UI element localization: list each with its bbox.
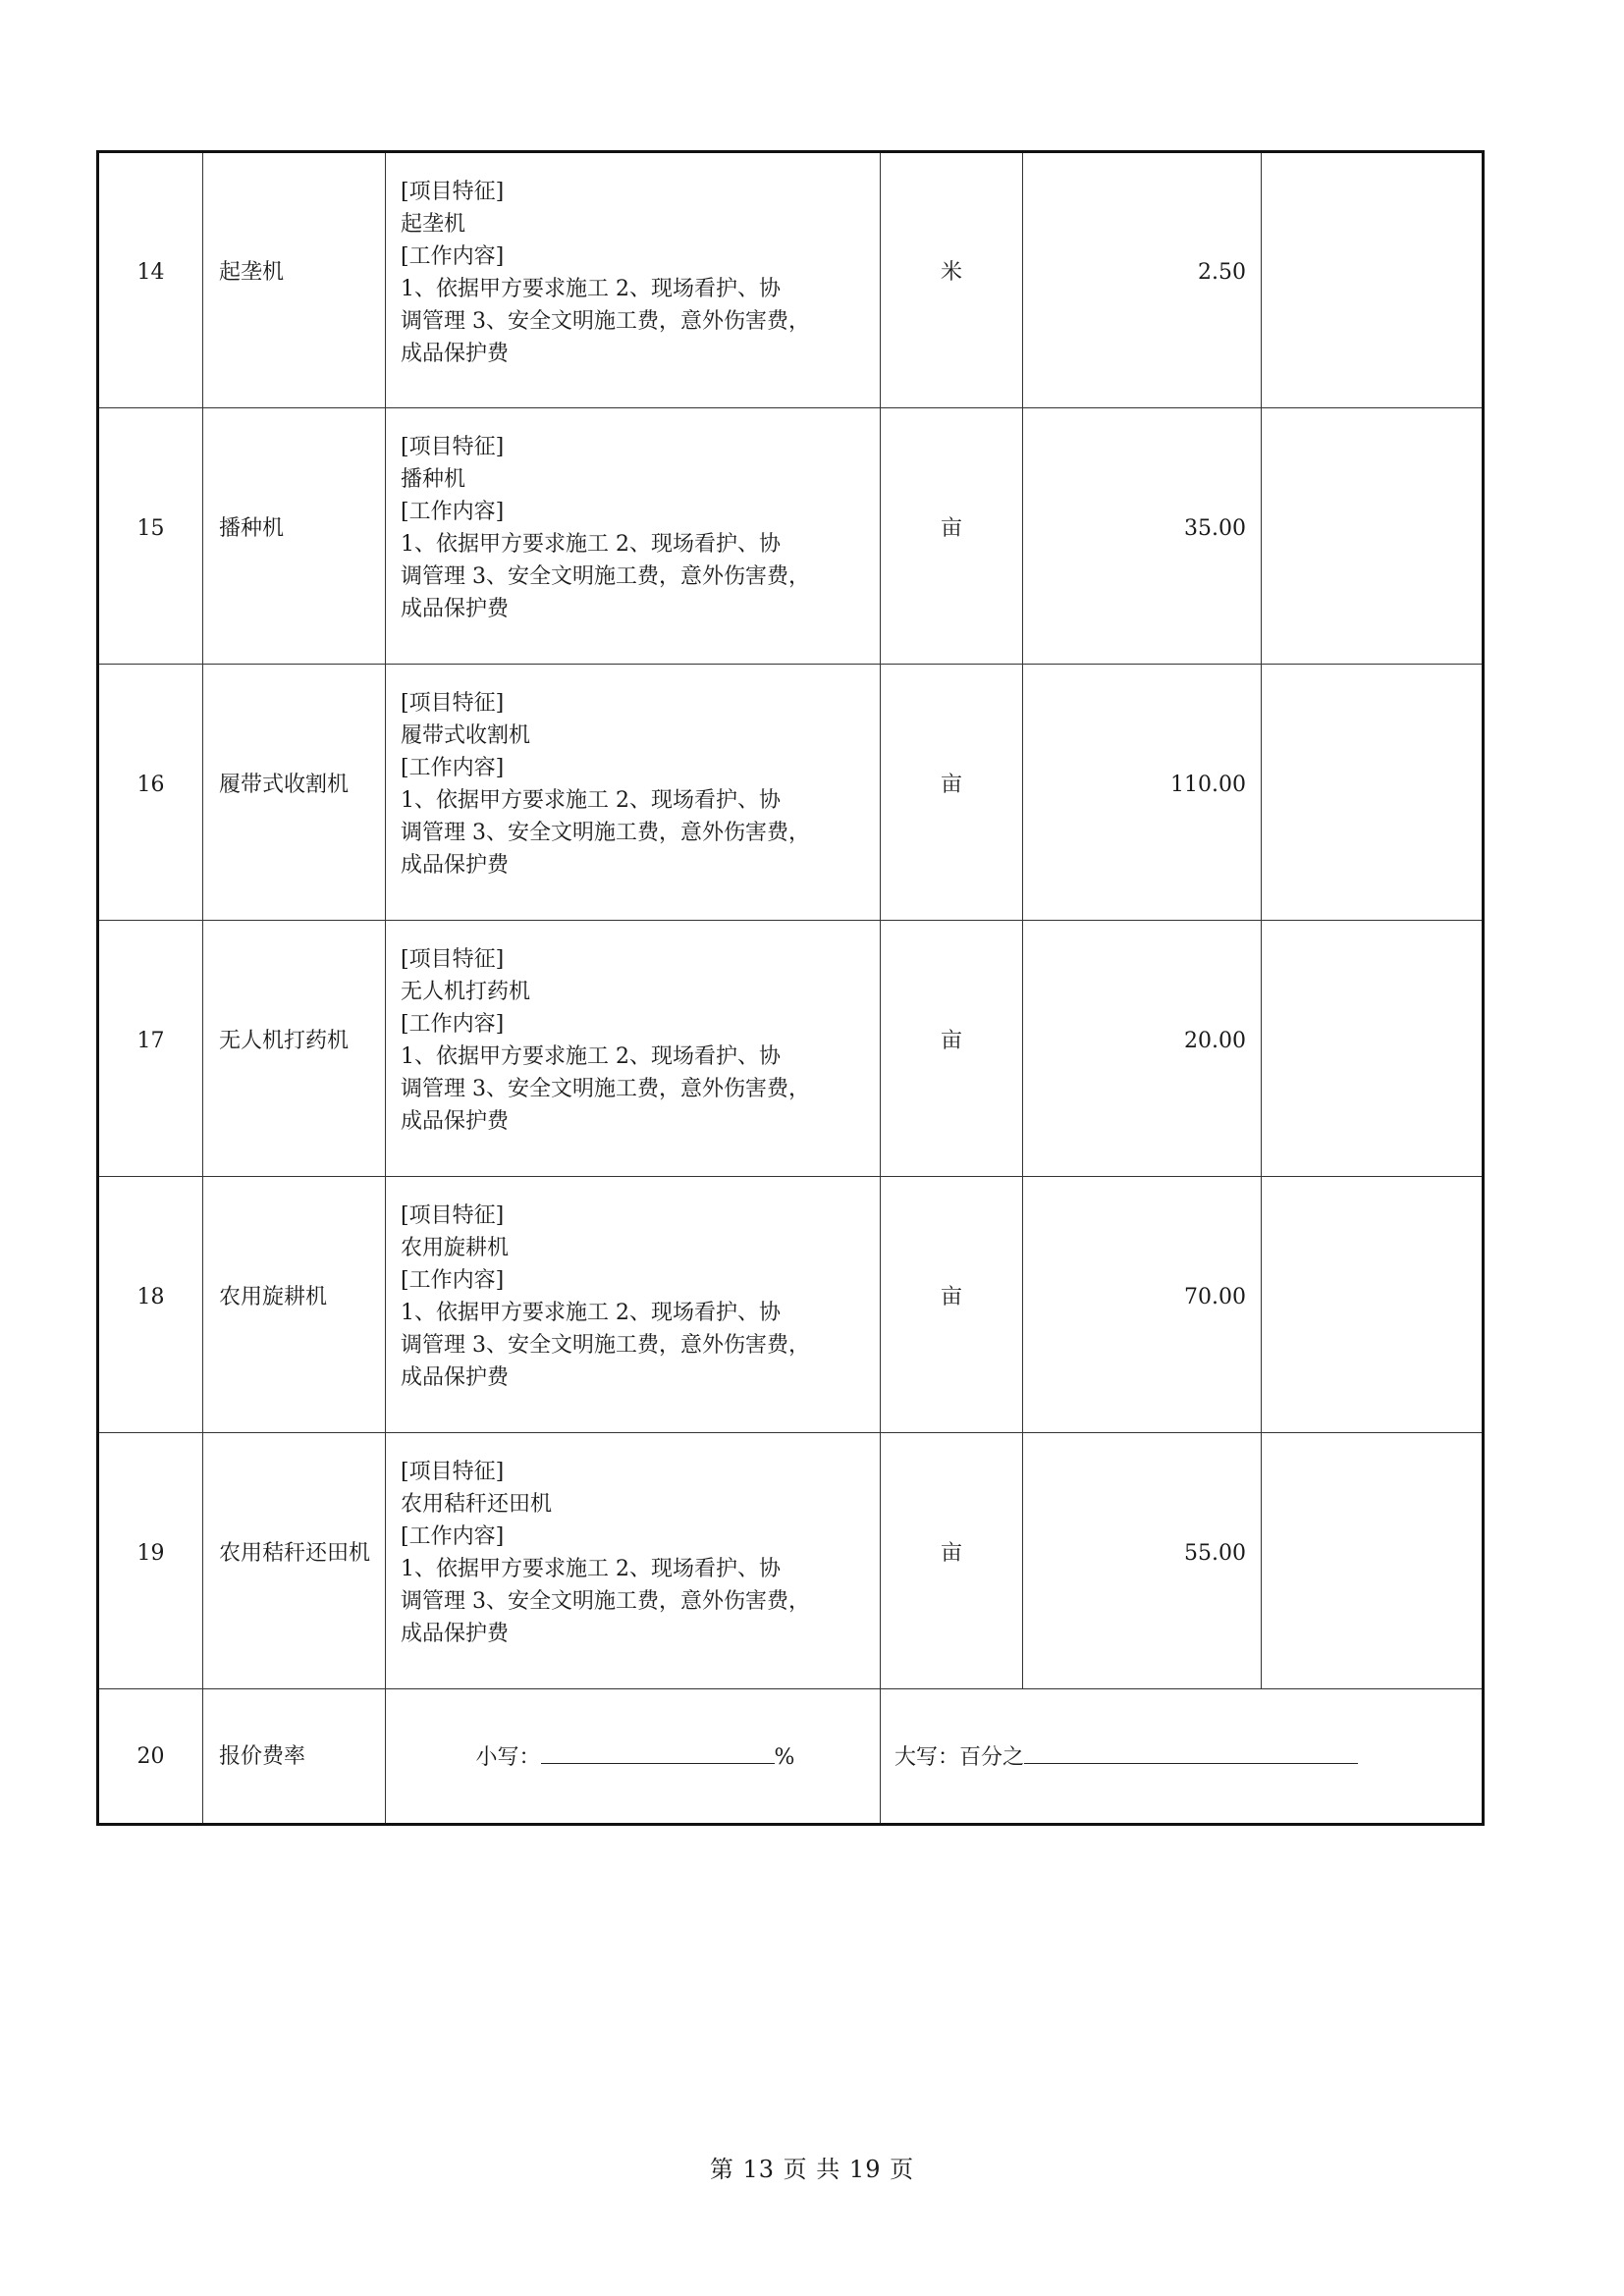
description-line: [工作内容]: [401, 1268, 505, 1293]
table-row: [98, 1433, 1484, 1689]
rate-big-blank[interactable]: [1024, 1739, 1358, 1764]
item-price-cell[interactable]: [1262, 152, 1484, 408]
description-line: [工作内容]: [401, 1012, 505, 1037]
description-line: [项目特征]: [401, 1203, 505, 1228]
item-name: 农用旋耕机: [203, 1177, 386, 1433]
table-row: [98, 921, 1484, 1177]
item-number: 19: [98, 1433, 203, 1689]
description-line: [项目特征]: [401, 1460, 505, 1484]
description-line: 农用秸秆还田机: [401, 1492, 553, 1517]
rate-label: 报价费率: [203, 1689, 386, 1825]
item-description: [386, 408, 881, 665]
description-line: 成品保护费: [401, 1365, 510, 1390]
description-line: [项目特征]: [401, 435, 505, 459]
item-quantity: 110.00: [1023, 665, 1262, 921]
item-description: [386, 1433, 881, 1689]
description-line: 调管理 3、安全文明施工费，意外伤害费，: [401, 564, 810, 589]
description-line: 播种机: [401, 467, 466, 492]
rate-small-blank[interactable]: [541, 1739, 775, 1764]
description-line: 履带式收割机: [401, 723, 531, 748]
description-line: 1、依据甲方要求施工 2、现场看护、协: [401, 532, 781, 557]
rate-lowercase-field[interactable]: [386, 1689, 881, 1825]
page-number: 第 13 页 共 19 页: [709, 2156, 915, 2183]
table-row: [98, 152, 1484, 408]
description-line: 1、依据甲方要求施工 2、现场看护、协: [401, 276, 781, 301]
item-price-cell[interactable]: [1262, 665, 1484, 921]
description-line: 成品保护费: [401, 1109, 510, 1134]
description-line: 成品保护费: [401, 1622, 510, 1646]
description-line: [工作内容]: [401, 500, 505, 524]
item-quantity: 2.50: [1023, 152, 1262, 408]
rate-uppercase-field[interactable]: [881, 1689, 1484, 1825]
description-line: 成品保护费: [401, 853, 510, 878]
description-line: [工作内容]: [401, 756, 505, 780]
item-quantity: 70.00: [1023, 1177, 1262, 1433]
description-line: [项目特征]: [401, 691, 505, 716]
item-unit: 米: [881, 152, 1023, 408]
description-line: 起垄机: [401, 211, 466, 237]
item-quantity: 20.00: [1023, 921, 1262, 1177]
item-description: [386, 152, 881, 408]
rate-number: 20: [98, 1689, 203, 1825]
rate-small-label: 小写：: [475, 1744, 541, 1770]
item-name: 起垄机: [203, 152, 386, 408]
description-line: [工作内容]: [401, 1524, 505, 1549]
description-line: 1、依据甲方要求施工 2、现场看护、协: [401, 1301, 781, 1325]
item-number: 14: [98, 152, 203, 408]
item-name: 履带式收割机: [203, 665, 386, 921]
item-unit: 亩: [881, 665, 1023, 921]
item-name: 无人机打药机: [203, 921, 386, 1177]
table-row: [98, 408, 1484, 665]
description-line: 调管理 3、安全文明施工费，意外伤害费，: [401, 1333, 810, 1358]
item-name: 农用秸秆还田机: [203, 1433, 386, 1689]
description-line: 调管理 3、安全文明施工费，意外伤害费，: [401, 821, 810, 845]
description-line: 1、依据甲方要求施工 2、现场看护、协: [401, 1557, 781, 1581]
description-line: 调管理 3、安全文明施工费，意外伤害费，: [401, 308, 810, 334]
item-number: 17: [98, 921, 203, 1177]
description-line: 调管理 3、安全文明施工费，意外伤害费，: [401, 1077, 810, 1101]
quote-table: [96, 150, 1485, 1826]
item-number: 15: [98, 408, 203, 665]
item-price-cell[interactable]: [1262, 921, 1484, 1177]
description-line: 农用旋耕机: [401, 1236, 510, 1260]
table-row: [98, 1177, 1484, 1433]
item-unit: 亩: [881, 1177, 1023, 1433]
description-line: [项目特征]: [401, 179, 505, 204]
description-line: 1、依据甲方要求施工 2、现场看护、协: [401, 788, 781, 813]
description-line: 成品保护费: [401, 341, 510, 366]
item-quantity: 55.00: [1023, 1433, 1262, 1689]
item-description: [386, 665, 881, 921]
item-number: 18: [98, 1177, 203, 1433]
item-unit: 亩: [881, 1433, 1023, 1689]
description-line: [工作内容]: [401, 243, 505, 269]
description-line: 成品保护费: [401, 597, 510, 621]
description-line: [项目特征]: [401, 947, 505, 972]
description-line: 调管理 3、安全文明施工费，意外伤害费，: [401, 1589, 810, 1614]
item-name: 播种机: [203, 408, 386, 665]
description-line: 1、依据甲方要求施工 2、现场看护、协: [401, 1044, 781, 1069]
item-price-cell[interactable]: [1262, 408, 1484, 665]
rate-row: [98, 1689, 1484, 1825]
quote-table-body: [98, 152, 1484, 1825]
rate-big-label: 大写：百分之: [894, 1744, 1025, 1770]
item-price-cell[interactable]: [1262, 1433, 1484, 1689]
item-description: [386, 921, 881, 1177]
description-line: 无人机打药机: [401, 980, 531, 1004]
item-unit: 亩: [881, 921, 1023, 1177]
item-number: 16: [98, 665, 203, 921]
item-quantity: 35.00: [1023, 408, 1262, 665]
item-unit: 亩: [881, 408, 1023, 665]
table-row: [98, 665, 1484, 921]
item-price-cell[interactable]: [1262, 1177, 1484, 1433]
rate-percent-sign: %: [774, 1744, 795, 1770]
item-description: [386, 1177, 881, 1433]
